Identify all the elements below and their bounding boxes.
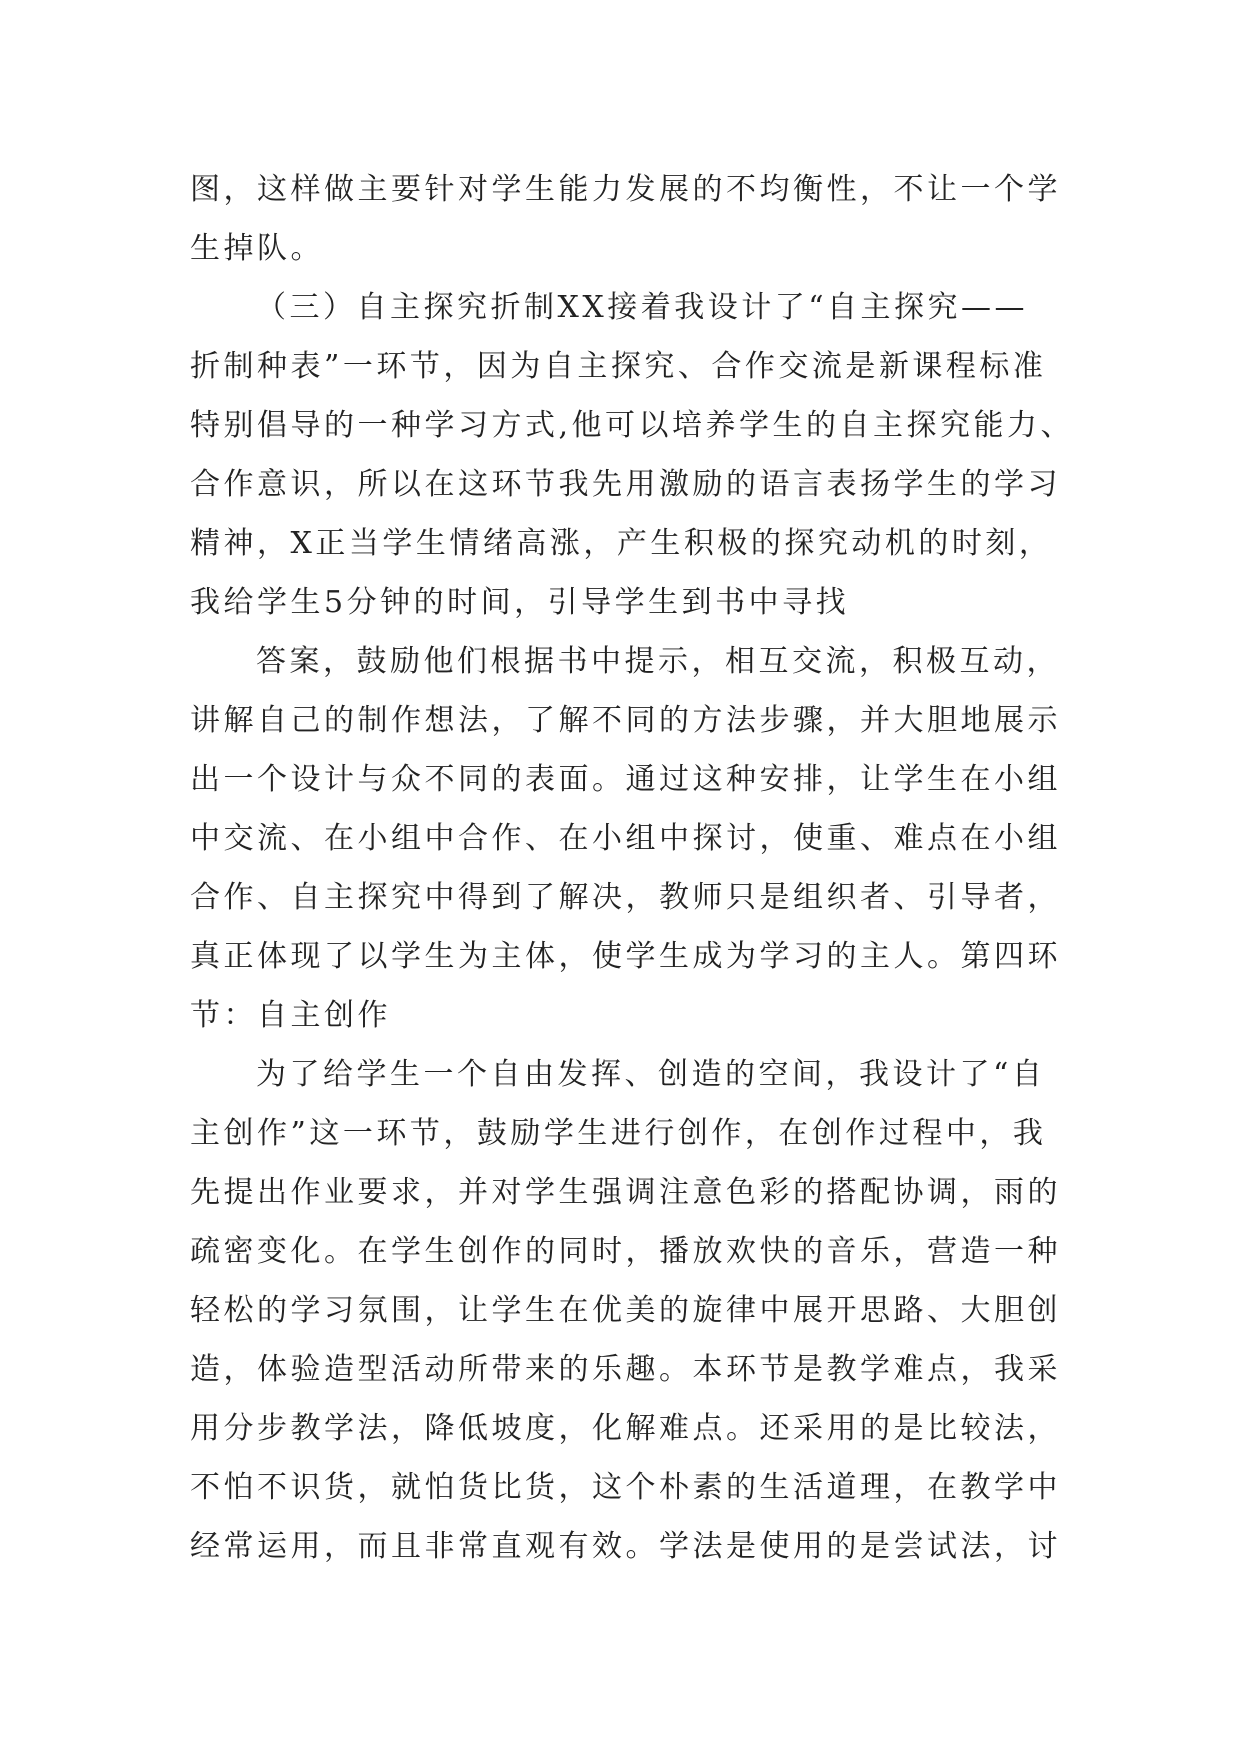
text-line: 出一个设计与众不同的表面。通过这种安排，让学生在小组 xyxy=(190,762,1061,797)
text-line: 主创作”这一环节，鼓励学生进行创作，在创作过程中，我 xyxy=(190,1116,1047,1151)
text-line: 合作意识，所以在这环节我先用激励的语言表扬学生的学习 xyxy=(190,467,1061,502)
text-line: 答案，鼓励他们根据书中提示，相互交流，积极互动， xyxy=(256,644,1060,679)
body-text xyxy=(190,160,1075,1576)
text-line: 真正体现了以学生为主体，使学生成为学习的主人。第四环 xyxy=(190,939,1061,974)
text-line: 生掉队。 xyxy=(190,231,324,266)
text-line: 先提出作业要求，并对学生强调注意色彩的搭配协调，雨的 xyxy=(190,1175,1061,1210)
text-line: 不怕不识货，就怕货比货，这个朴素的生活道理，在教学中 xyxy=(190,1470,1061,1505)
text-line: 疏密变化。在学生创作的同时，播放欢快的音乐，营造一种 xyxy=(190,1234,1061,1269)
text-line: 节：自主创作 xyxy=(190,998,391,1033)
text-line: 我给学生5分钟的时间，引导学生到书中寻找 xyxy=(190,585,850,620)
text-line: 用分步教学法，降低坡度，化解难点。还采用的是比较法， xyxy=(190,1411,1061,1446)
text-line: 为了给学生一个自由发挥、创造的空间，我设计了“自 xyxy=(256,1057,1046,1092)
text-line: 中交流、在小组中合作、在小组中探讨，使重、难点在小组 xyxy=(190,821,1061,856)
text-line: 图，这样做主要针对学生能力发展的不均衡性，不让一个学 xyxy=(190,172,1061,207)
text-line: 合作、自主探究中得到了解决，教师只是组织者、引导者， xyxy=(190,880,1061,915)
text-line: 造，体验造型活动所带来的乐趣。本环节是教学难点，我采 xyxy=(190,1352,1061,1387)
text-line: 精神，X正当学生情绪高涨，产生积极的探究动机的时刻， xyxy=(190,526,1053,561)
text-line: （三）自主探究折制XX接着我设计了“自主探究—— xyxy=(256,290,1029,325)
text-line: 轻松的学习氛围，让学生在优美的旋律中展开思路、大胆创 xyxy=(190,1293,1061,1328)
text-line: 特别倡导的一种学习方式,他可以培养学生的自主探究能力、 xyxy=(190,408,1075,443)
text-line: 讲解自己的制作想法，了解不同的方法步骤，并大胆地展示 xyxy=(190,703,1061,738)
text-line: 折制种表”一环节，因为自主探究、合作交流是新课程标准 xyxy=(190,349,1047,384)
text-line: 经常运用，而且非常直观有效。学法是使用的是尝试法，讨 xyxy=(190,1529,1061,1564)
